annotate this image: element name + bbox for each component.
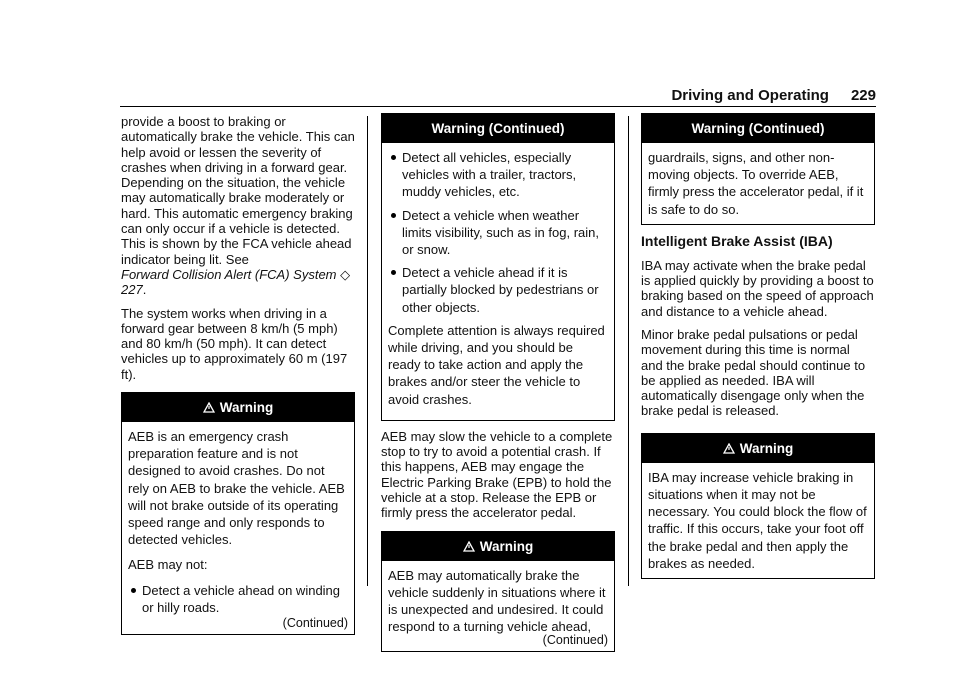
bullet-list [128,582,348,616]
warning-box [381,531,615,653]
warning-header: Warning (Continued) [382,114,614,143]
warning-header: Warning (Continued) [642,114,874,143]
page-ref-icon: ◇ [340,266,351,282]
column-divider-1 [367,116,368,586]
paragraph: IBA may activate when the brake pedal is applied quickly by providing a boost to braking based on the speed of approach and distance to a vehicle ahead. [641,257,874,319]
list-item: Detect a vehicle ahead on winding or hilly roads. [128,582,348,616]
page-header [640,87,876,107]
column-divider-2 [628,116,629,586]
warning-body: AEB is an emergency crash preparation feature and is not designed to avoid crashes. Do not rely on AEB to brake the vehicle. AEB will not brake outside of its operating speed range and only responds to detected vehicles. AEB may not: Detect a vehicle ahead on winding or hilly roads. (Continued) [128,429,348,631]
warning-triangle-icon [723,443,735,454]
column-3 [641,113,875,587]
list-item: Detect all vehicles, especially vehicles with a trailer, tractors, muddy vehicles, etc. [388,149,608,201]
paragraph: The system works when driving in a forward gear between 8 km/h (5 mph) and 80 km/h (50 mph). It can detect vehicles up to approximately 60 m (197 ft). [121,305,348,382]
warning-box [641,113,875,225]
list-item: Detect a vehicle when weather limits visibility, such as in fog, rain, or snow. [388,207,608,259]
continued-label: (Continued) [542,633,608,648]
warning-body: Detect all vehicles, especially vehicles with a trailer, tractors, muddy vehicles, etc. Detect a vehicle when weather limits visibility, such as in fog, rain, or snow. Detect a vehicle ahead if it is partially blocked by pedestrians or other objects. Complete attention is always required while driving, and you should be ready to take action and apply the brakes and/or steer the vehicle to avoid crashes. [382,143,614,420]
warning-body: AEB may automatically brake the vehicle suddenly in situations where it is unexpected and undesired. It could respond to a turning vehicle ahead, (Continued) [388,567,608,648]
warning-triangle-icon [203,402,215,413]
column-1 [121,114,355,643]
continued-label: (Continued) [282,616,348,631]
warning-box [381,113,615,421]
warning-header: Warning [122,393,354,422]
warning-body: guardrails, signs, and other non-moving objects. To override AEB, firmly press the accelerator pedal, if it is safe to do so. [648,150,864,217]
warning-header: Warning [642,434,874,463]
list-item: Detect a vehicle ahead if it is partially blocked by pedestrians or other objects. [388,264,608,316]
warning-header: Warning [382,532,614,561]
header-rule [120,106,876,107]
page-reference[interactable]: 227 [121,282,143,298]
cross-reference-link[interactable]: Forward Collision Alert (FCA) System [121,266,337,282]
column-2 [381,113,615,660]
warning-box [121,392,355,635]
section-title: Driving and Operating [671,87,829,104]
bullet-list [388,149,608,316]
warning-triangle-icon [463,541,475,552]
warning-box [641,433,875,579]
section-heading: Intelligent Brake Assist (IBA) [641,232,833,249]
warning-body: IBA may increase vehicle braking in situations when it may not be necessary. You could block the flow of traffic. If this occurs, take your foot off the brake pedal and then apply the brakes as needed. [648,469,867,571]
paragraph: AEB may slow the vehicle to a complete stop to try to avoid a potential crash. If this happens, AEB may engage the Electric Parking Brake (EPB) to hold the vehicle at a stop. Release the EPB or firmly press the accelerator pedal. [381,428,613,521]
paragraph: Minor brake pedal pulsations or pedal movement during this time is normal and the brake pedal should continue to be applied as needed. IBA will automatically disengage only when the brake pedal is released. [641,327,866,419]
paragraph: provide a boost to braking or automatically brake the vehicle. This can help avoid or lessen the severity of crashes when driving in a forward gear. Depending on the situation, the vehicle may automatically brake moderately or hard. This automatic emergency braking can only occur if a vehicle is detected. This is shown by the FCA vehicle ahead indicator being lit. See Forward Collision Alert (FCA) System ◇ 227. [121,114,355,298]
page-number: 229 [850,87,876,104]
